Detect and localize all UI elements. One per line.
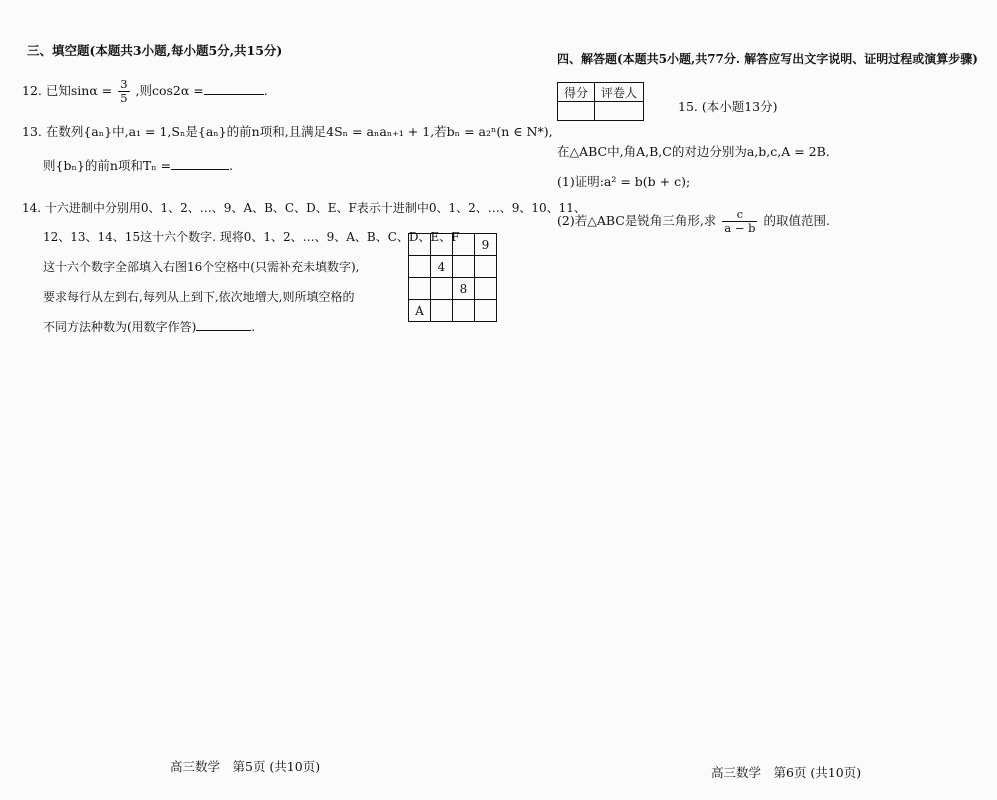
q15-part2-suffix: 的取值范围.: [763, 213, 830, 228]
q12-suffix: ,则cos2α =: [135, 83, 204, 98]
grid-row: [409, 234, 497, 256]
score-blank-row: [558, 102, 644, 121]
question-15-stem: 在△ABC中,角A,B,C的对边分别为a,b,c,A = 2B.: [557, 144, 830, 159]
grid-cell: [431, 300, 453, 322]
q14-line5-prefix: 不同方法种数为(用数字作答): [43, 320, 197, 334]
q12-denominator: 5: [120, 91, 128, 105]
question-14-line5: [43, 318, 255, 336]
q12-numerator: 3: [120, 77, 128, 91]
question-14-line2: 12、13、14、15这十六个数字. 现将0、1、2、…、9、A、B、C、D、E、F: [43, 230, 460, 244]
q13-end: .: [229, 158, 234, 173]
q15-part2-fraction: [722, 208, 757, 235]
grid-cell: [409, 256, 431, 278]
score-header-row: [558, 83, 644, 102]
question-15-part2: [557, 207, 830, 235]
grid-cell: [409, 234, 431, 256]
right-page-footer: 高三数学 第6页 (共10页): [711, 765, 862, 780]
q13-answer-blank: [171, 157, 229, 170]
left-page-footer: 高三数学 第5页 (共10页): [170, 759, 321, 774]
q12-fraction: [118, 78, 129, 105]
score-col-label: 得分: [558, 83, 595, 102]
grid-cell: [475, 278, 497, 300]
grid-cell: [475, 300, 497, 322]
question-13-line2: [43, 157, 233, 175]
grid-cell: 4: [431, 256, 453, 278]
score-table: [557, 82, 644, 121]
grid-cell: 9: [475, 234, 497, 256]
grid-cell: [453, 300, 475, 322]
question-15-title: 15. (本小题13分): [678, 99, 778, 114]
grid-row: [409, 300, 497, 322]
grader-blank-cell: [595, 102, 644, 121]
q12-answer-blank: [204, 82, 264, 95]
q12-end: .: [263, 83, 268, 98]
hex-grid-4x4: [408, 233, 497, 322]
q15-numerator: c: [736, 207, 744, 221]
grader-col-label: 评卷人: [595, 83, 644, 102]
grid-cell: [409, 278, 431, 300]
right-page: [520, 0, 997, 800]
section-title-solutions: 四、解答题(本题共5小题,共77分. 解答应写出文字说明、证明过程或演算步骤): [557, 52, 978, 66]
q13-line2-prefix: 则{bₙ}的前n项和Tₙ =: [43, 158, 172, 173]
grid-cell: [453, 256, 475, 278]
q12-prefix: 12. 已知sinα =: [22, 83, 113, 98]
grid-cell: [431, 278, 453, 300]
question-14-line1: 14. 十六进制中分别用0、1、2、…、9、A、B、C、D、E、F表示十进制中0、1、2、…、9、10、11、: [22, 201, 586, 215]
grid-cell: [431, 234, 453, 256]
q15-part2-prefix: (2)若△ABC是锐角三角形,求: [557, 213, 717, 228]
question-14-line3: 这十六个数字全部填入右图16个空格中(只需补充未填数字),: [43, 260, 360, 274]
question-13-line1: 13. 在数列{aₙ}中,a₁ = 1,Sₙ是{aₙ}的前n项和,且满足4Sₙ = aₙaₙ₊₁ + 1,若bₙ = a₂ⁿ(n ∈ N*),: [22, 124, 553, 139]
grid-cell: A: [409, 300, 431, 322]
q15-denominator: a − b: [724, 221, 756, 235]
question-15-part1: (1)证明:a² = b(b + c);: [557, 174, 691, 189]
grid-cell: [453, 234, 475, 256]
question-14-line4: 要求每行从左到右,每列从上到下,依次地增大,则所填空格的: [43, 290, 355, 304]
score-blank-cell: [558, 102, 595, 121]
grid-row: [409, 256, 497, 278]
grid-cell: [475, 256, 497, 278]
grid-row: [409, 278, 497, 300]
section-title-fill-in: 三、填空题(本题共3小题,每小题5分,共15分): [27, 43, 283, 58]
q14-answer-blank: [196, 318, 251, 331]
grid-cell: 8: [453, 278, 475, 300]
question-12: [22, 77, 268, 105]
q14-end: .: [251, 320, 256, 334]
